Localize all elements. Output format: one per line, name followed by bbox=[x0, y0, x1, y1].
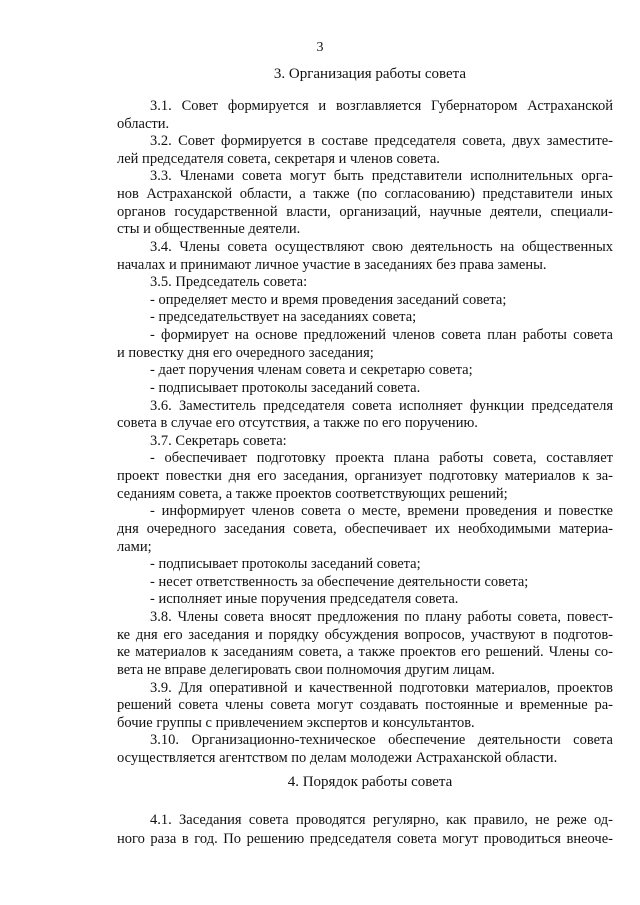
paragraph-line: 3.10. Организационно-техническое обеспечение деятельности совета bbox=[150, 732, 613, 748]
paragraph-line: - определяет место и время проведения заседаний совета; bbox=[150, 292, 507, 308]
paragraph-line: 3.3. Членами совета могут быть представители исполнительных орга- bbox=[150, 168, 613, 184]
paragraph-line: 3.2. Совет формируется в составе председателя совета, двух заместите- bbox=[150, 133, 613, 149]
paragraph-line: вета не вправе делегировать свои полномочия другим лицам. bbox=[117, 662, 495, 678]
paragraph-line: решений совета члены совета могут создавать постоянные и временные ра- bbox=[117, 697, 613, 713]
page-number: 3 bbox=[316, 40, 324, 55]
paragraph-line: - обеспечивает подготовку проекта плана работы совета, составляет bbox=[150, 450, 613, 466]
paragraph-line: - подписывает протоколы заседаний совета; bbox=[150, 556, 421, 572]
paragraph-line: 3.6. Заместитель председателя совета исполняет функции председателя bbox=[150, 398, 613, 414]
paragraph-line: ке материалов к заседаниям совета, а также проектов его решений. Члены со- bbox=[117, 644, 613, 660]
paragraph-line: 3.9. Для оперативной и качественной подготовки материалов, проектов bbox=[150, 680, 613, 696]
paragraph-line: - информирует членов совета о месте, времени проведения и повестке bbox=[150, 503, 613, 519]
paragraph-line: началах и принимают личное участие в заседаниях без права замены. bbox=[117, 257, 547, 273]
paragraph-line: ке дня его заседания и порядку обсуждения вопросов, участвуют в подготов- bbox=[117, 627, 613, 643]
paragraph-line: - несет ответственность за обеспечение деятельности совета; bbox=[150, 574, 529, 590]
paragraph-line: дня очередного заседания совета, обеспечивает их необходимыми материа- bbox=[117, 521, 613, 537]
paragraph-line: - подписывает протоколы заседаний совета. bbox=[150, 380, 421, 396]
paragraph-line: и повестку дня его очередного заседания; bbox=[117, 345, 374, 361]
section-3-heading: 3. Организация работы совета bbox=[273, 66, 467, 82]
paragraph-line: седаниям совета, а также проектов соответствующих решений; bbox=[117, 486, 508, 502]
paragraph-line: 3.8. Члены совета вносят предложения по плану работы совета, повест- bbox=[150, 609, 613, 625]
paragraph-line: совета в случае его отсутствия, а также по его поручению. bbox=[117, 415, 478, 431]
paragraph-line: - дает поручения членам совета и секретарю совета; bbox=[150, 362, 473, 378]
paragraph-line: органов государственной власти, организаций, научные деятели, специали- bbox=[117, 204, 613, 220]
section-4-heading: 4. Порядок работы совета bbox=[287, 774, 453, 790]
paragraph-line: лей председателя совета, секретаря и членов совета. bbox=[117, 151, 440, 167]
paragraph-line: 3.1. Совет формируется и возглавляется Губернатором Астраханской bbox=[150, 98, 613, 114]
paragraph-line: - формирует на основе предложений членов совета план работы совета bbox=[150, 327, 613, 343]
paragraph-line: - председательствует на заседаниях совета; bbox=[150, 309, 417, 325]
paragraph-line: 3.7. Секретарь совета: bbox=[150, 433, 287, 449]
paragraph-line: бочие группы с привлечением экспертов и консультантов. bbox=[117, 715, 475, 731]
paragraph-line: области. bbox=[117, 116, 170, 132]
paragraph-line: 3.4. Члены совета осуществляют свою деятельность на общественных bbox=[150, 239, 613, 255]
paragraph-line: осуществляется агентством по делам молодежи Астраханской области. bbox=[117, 750, 558, 766]
paragraph-line: ного раза в год. По решению председателя совета могут проводиться внеоче- bbox=[117, 831, 613, 847]
paragraph-line: лами; bbox=[117, 539, 152, 555]
paragraph-line: нов Астраханской области, а также (по согласованию) представители иных bbox=[117, 186, 613, 202]
paragraph-line: сты и общественные деятели. bbox=[117, 221, 301, 237]
paragraph-line: - исполняет иные поручения председателя совета. bbox=[150, 591, 459, 607]
paragraph-line: проект повестки дня его заседания, организует подготовку материалов к за- bbox=[117, 468, 613, 484]
paragraph-line: 3.5. Председатель совета: bbox=[150, 274, 308, 290]
paragraph-line: 4.1. Заседания совета проводятся регулярно, как правило, не реже од- bbox=[150, 812, 613, 828]
